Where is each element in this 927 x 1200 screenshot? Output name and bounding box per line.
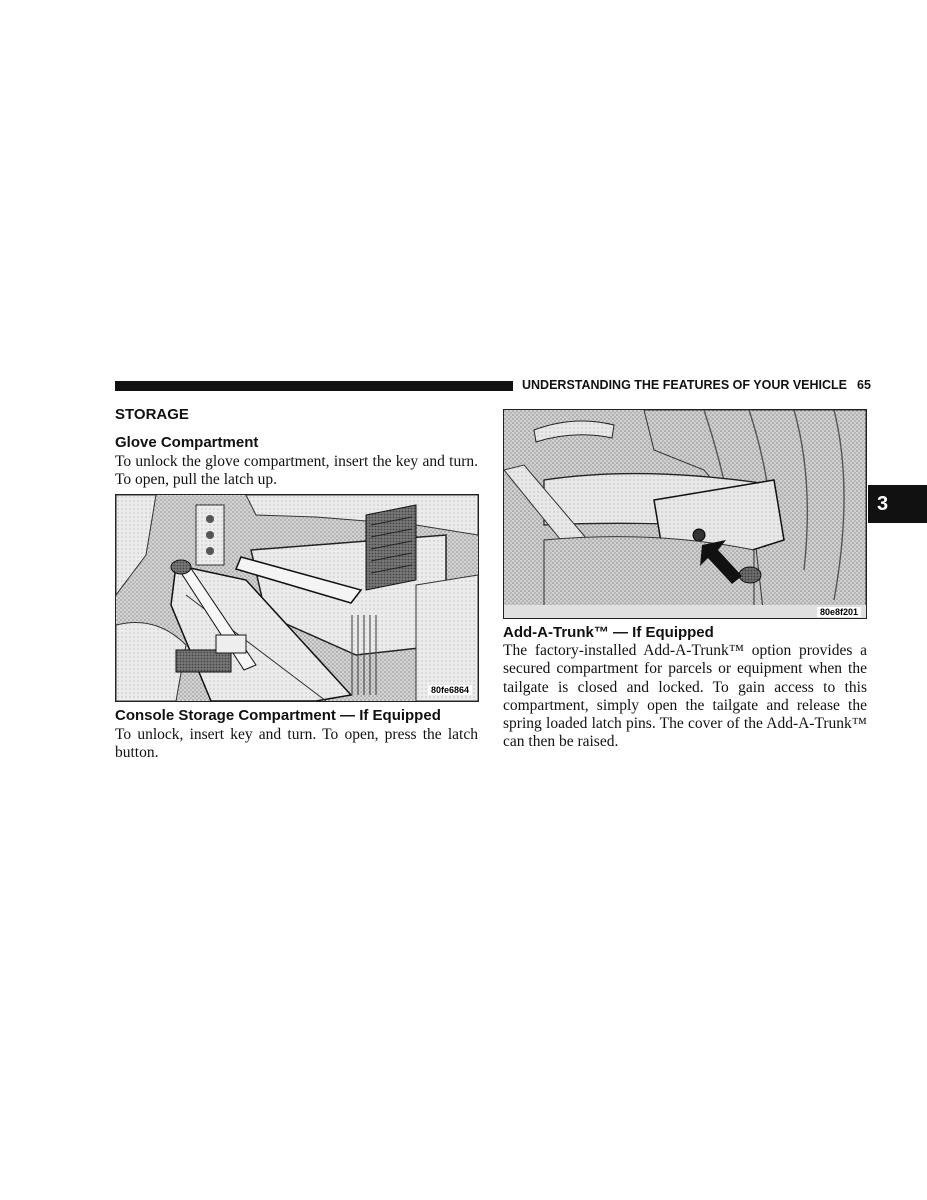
chapter-title: UNDERSTANDING THE FEATURES OF YOUR VEHICLE: [522, 378, 848, 392]
glove-compartment-illustration: [115, 494, 479, 702]
add-a-trunk-illustration: [503, 409, 867, 619]
page-number: 65: [857, 378, 871, 392]
console-heading: Console Storage Compartment — If Equipped: [115, 707, 441, 724]
trunk-heading: Add-A-Trunk™ — If Equipped: [503, 624, 714, 641]
trunk-body: The factory-installed Add-A-Trunk™ option provides a secured compartment for parcels or equipment when the tailgate is closed and locked. To gain access to this compartment, simply open the tailgate and release the spring loaded latch pins. The cover of the Add-A-Trunk™ can then be raised.: [503, 642, 867, 751]
chapter-tab: 3: [868, 485, 927, 523]
header-rule: [115, 381, 513, 391]
glove-heading: Glove Compartment: [115, 434, 259, 451]
glove-body: To unlock the glove compartment, insert the key and turn. To open, pull the latch up.: [115, 453, 478, 489]
trunk-figure-code: 80e8f201: [817, 607, 861, 617]
section-title: STORAGE: [115, 406, 189, 423]
console-body: To unlock, insert key and turn. To open, press the latch button.: [115, 726, 478, 762]
running-header: [522, 378, 871, 392]
glove-figure-code: 80fe6864: [428, 685, 472, 695]
